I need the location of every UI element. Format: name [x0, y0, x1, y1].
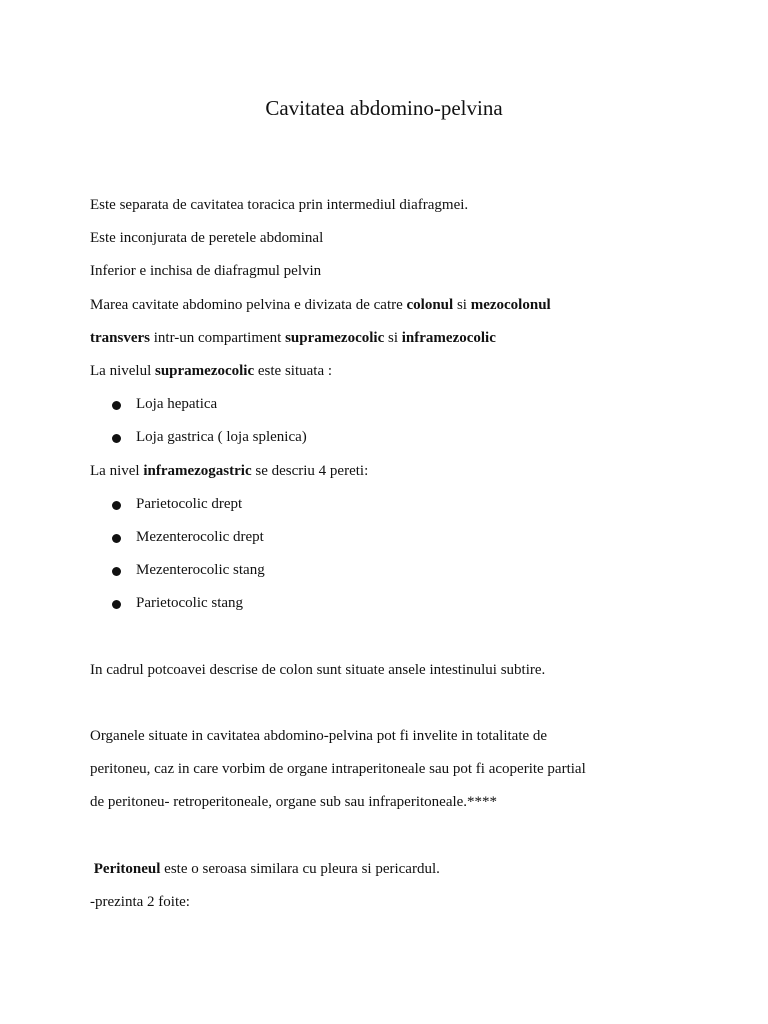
document-body: [90, 189, 710, 919]
text-run: Marea cavitate abdomino pelvina e divizata de catre: [90, 296, 407, 313]
bold-term-mezocolonul: mezocolonul: [470, 296, 551, 313]
text-run: si: [384, 329, 402, 346]
list-item-text: Loja gastrica ( loja splenica): [136, 429, 307, 446]
list-item-text: Parietocolic stang: [136, 595, 244, 612]
list-item-text: Mezenterocolic drept: [136, 528, 264, 545]
bold-term-transvers: transvers: [90, 329, 150, 346]
text-run: este o seroasa similara cu pleura si pericardul.: [160, 860, 440, 877]
blank-line: [90, 687, 710, 720]
paragraph-surrounding: Este inconjurata de peretele abdominal: [90, 230, 324, 247]
bullet-icon: [112, 434, 121, 443]
bold-term-inframezogastric: inframezogastric: [143, 462, 252, 479]
bullet-icon: [112, 534, 121, 543]
bold-term-inframezocolic: inframezocolic: [401, 329, 496, 346]
paragraph-foite: -prezinta 2 foite:: [90, 893, 190, 910]
list-item: [90, 554, 710, 587]
blank-line: [90, 620, 710, 653]
paragraph-organe-line3: de peritoneu- retroperitoneale, organe sub sau infraperitoneale.****: [90, 794, 498, 811]
bold-term-colonul: colonul: [406, 296, 454, 313]
paragraph-potcoava: In cadrul potcoavei descrise de colon sunt situate ansele intestinului subtire.: [90, 661, 546, 678]
list-item-text: Loja hepatica: [136, 396, 218, 413]
text-run: La nivelul: [90, 362, 155, 379]
blank-line: [90, 820, 710, 853]
paragraph-inferior: Inferior e inchisa de diafragmul pelvin: [90, 263, 322, 280]
text-run: este situata :: [254, 362, 333, 379]
paragraph-division-line2: [90, 322, 710, 355]
paragraph-separation: Este separata de cavitatea toracica prin intermediul diafragmei.: [90, 197, 469, 213]
bullet-icon: [112, 600, 121, 609]
list-item: [90, 421, 710, 454]
document-title: Cavitatea abdomino-pelvina: [265, 96, 503, 120]
paragraph-inframezogastric-intro: [90, 455, 710, 488]
bold-term-supramezocolic: supramezocolic: [285, 329, 385, 346]
text-run: intr-un compartiment: [150, 329, 286, 346]
paragraph-division-line1: [90, 289, 710, 322]
list-item-text: Parietocolic drept: [136, 495, 243, 512]
paragraph-organe-line2: peritoneu, caz in care vorbim de organe intraperitoneale sau pot fi acoperite partial: [90, 761, 586, 778]
paragraph-peritoneul: [90, 853, 710, 886]
bullet-icon: [112, 501, 121, 510]
paragraph-supramezocolic-intro: [90, 355, 710, 388]
list-item: [90, 388, 710, 421]
list-item-text: Mezenterocolic stang: [136, 562, 265, 579]
list-item: [90, 587, 710, 620]
list-item: [90, 488, 710, 521]
bullet-icon: [112, 401, 121, 410]
text-run: si: [453, 296, 471, 313]
paragraph-organe-line1: Organele situate in cavitatea abdomino-pelvina pot fi invelite in totalitate de: [90, 728, 548, 744]
bold-term-peritoneul: Peritoneul: [93, 860, 161, 877]
text-run: La nivel: [90, 462, 144, 479]
bold-term-supramezocolic: supramezocolic: [154, 362, 255, 379]
list-item: [90, 521, 710, 554]
text-run: se descriu 4 pereti:: [251, 462, 369, 479]
bullet-icon: [112, 567, 121, 576]
